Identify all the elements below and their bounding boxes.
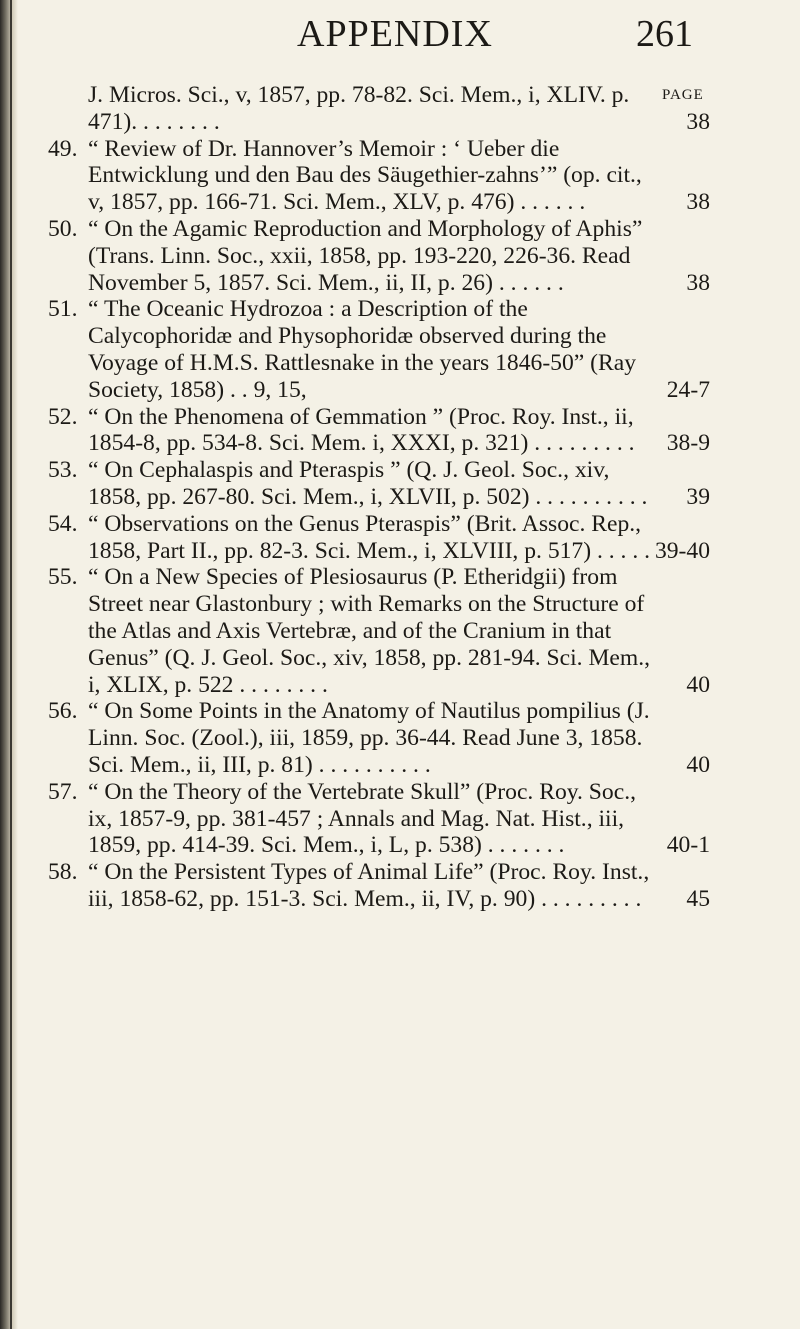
running-header [0,10,800,66]
page-title: APPENDIX [297,13,493,55]
book-binding-shadow [0,0,18,1329]
entry-text: “ On the Agamic Reproduction and Morphology of Aphis” (Trans. Linn. Soc., xxii, 1858, pp. 193-220, 226-36. Read November 5, 1857. Sci. Mem., ii, II, p. 26) . . . . . . [88,215,643,296]
list-item [48,779,710,859]
list-item [48,698,710,778]
entry-number: 54. [48,510,78,537]
entry-page-ref: 38 [686,189,710,216]
entry-page-ref: 24-7 [666,376,710,403]
entry-text: “ The Oceanic Hydrozoa : a Description of the Calycophoridæ and Physophoridæ observed during the Voyage of H.M.S. Rattlesnake in the years 1846-50” (Ray Society, 1858) . . 9, 15, [88,296,637,403]
list-item [48,404,710,458]
entry-text: “ On the Theory of the Vertebrate Skull” (Proc. Roy. Soc., ix, 1857-9, pp. 381-457 ; Annals and Mag. Nat. Hist., iii, 1859, pp. 414-39. Sci. Mem., i, L, p. 538) . . . . . . . [88,778,636,859]
list-item [48,136,710,216]
entry-number: 57. [48,778,78,805]
entry-number: 53. [48,457,78,484]
entry-number: 58. [48,859,78,886]
entry-text: “ On Cephalaspis and Pteraspis ” (Q. J. Geol. Soc., xiv, 1858, pp. 267-80. Sci. Mem., i, XLVII, p. 502) . . . . . . . . . . [88,457,648,510]
entry-number: 51. [48,296,78,323]
entry-number: 56. [48,698,78,725]
entry-page-ref: 39-40 [654,537,710,564]
bibliography-list [48,82,710,913]
page-number: 261 [636,13,693,55]
entry-page-ref: 38 [686,269,710,296]
entry-number: 49. [48,135,78,162]
list-item [48,296,710,403]
entry-page-ref: 40 [686,751,710,778]
binding-edge [10,0,12,1329]
list-item [48,457,710,511]
entry-text: “ On the Persistent Types of Animal Life” (Proc. Roy. Inst., iii, 1858-62, pp. 151-3. Sci. Mem., ii, IV, p. 90) . . . . . . . . . [88,859,650,912]
entry-page-ref: 38 [686,108,710,135]
list-item [48,564,710,698]
entry-text: “ On Some Points in the Anatomy of Nautilus pompilius (J. Linn. Soc. (Zool.), iii, 1859, pp. 36-44. Read June 3, 1858. Sci. Mem., ii, III, p. 81) . . . . . . . . . . [88,698,650,778]
entry-page-ref: 45 [686,885,710,912]
list-item [48,82,710,136]
entry-text: “ On the Phenomena of Gemmation ” (Proc. Roy. Inst., ii, 1854-8, pp. 534-8. Sci. Mem. i, XXXI, p. 321) . . . . . . . . . [88,403,635,457]
entry-page-ref: 39 [686,483,710,510]
entry-number: 55. [48,564,78,591]
list-item [48,216,710,296]
page-column-label: PAGE [662,87,704,103]
entry-text: J. Micros. Sci., v, 1857, pp. 78-82. Sci. Mem., i, XLIV. p. 471). . . . . . . . [88,82,630,135]
list-item [48,859,710,913]
entry-page-ref: 38-9 [666,430,710,457]
entry-text: “ On a New Species of Plesiosaurus (P. Etheridgii) from Street near Glastonbury ; with Remarks on the Structure of the Atlas and Axis Vertebræ, and of the Cranium in that Genus” (Q. J. Geol. Soc., xiv, 1858, pp. 281-94. Sci. Mem., i, XLIX, p. 522 . . . . . . . . [88,564,651,698]
list-item [48,511,710,565]
entry-number: 52. [48,403,78,430]
entry-number: 50. [48,215,78,242]
entry-text: “ Review of Dr. Hannover’s Memoir : ‘ Ueber die Entwicklung und den Bau des Säugethier-zahns’” (op. cit., v, 1857, pp. 166-71. Sci. Mem., XLV, p. 476) . . . . . . [88,135,642,216]
entry-text: “ Observations on the Genus Pteraspis” (Brit. Assoc. Rep., 1858, Part II., pp. 82-3. Sci. Mem., i, XLVIII, p. 517) . . . . . [88,510,651,564]
entry-page-ref: 40 [686,671,710,698]
entry-page-ref: 40-1 [666,832,710,859]
